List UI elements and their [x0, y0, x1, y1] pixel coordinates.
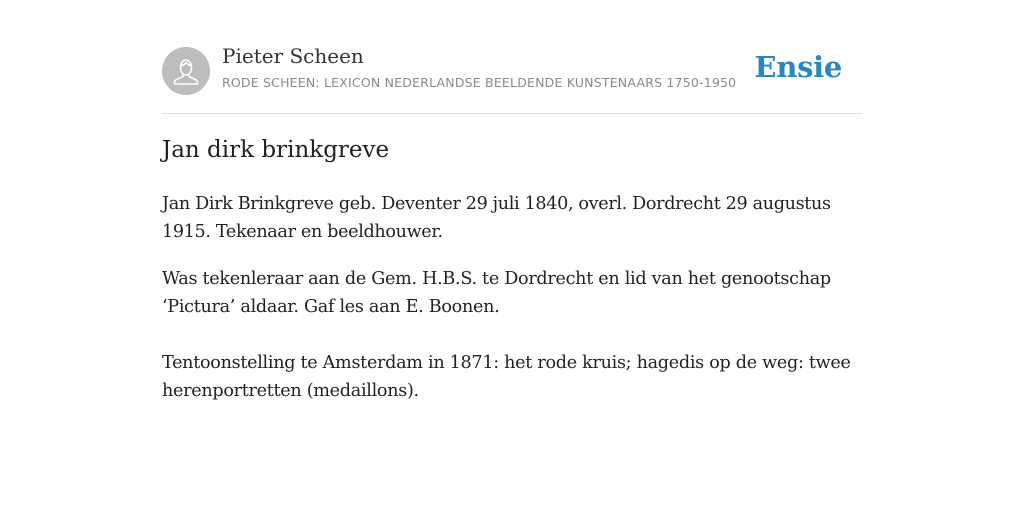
- article-card: [162, 0, 862, 401]
- article-paragraph: Jan Dirk Brinkgreve geb. Deventer 29 juli 1840, overl. Dordrecht 29 augustus 1915. Tekenaar en beeldhouwer.: [162, 194, 831, 242]
- author-name[interactable]: Pieter Scheen: [222, 44, 364, 68]
- article-header: [162, 0, 862, 114]
- ensie-logo[interactable]: Ensie: [754, 50, 842, 84]
- article-paragraph: Tentoonstelling te Amsterdam in 1871: het rode kruis; hagedis op de weg: twee herenportretten (medaillons).: [162, 353, 851, 401]
- article-title: Jan dirk brinkgreve: [162, 137, 390, 163]
- author-avatar[interactable]: [162, 47, 210, 95]
- article-paragraph: Was tekenleraar aan de Gem. H.B.S. te Dordrecht en lid van het genootschap ‘Pictura’ aldaar. Gaf les aan E. Boonen.: [162, 269, 831, 317]
- source-label[interactable]: RODE SCHEEN: LEXICON NEDERLANDSE BEELDENDE KUNSTENAARS 1750-1950: [222, 75, 737, 90]
- user-silhouette-icon: [162, 47, 210, 95]
